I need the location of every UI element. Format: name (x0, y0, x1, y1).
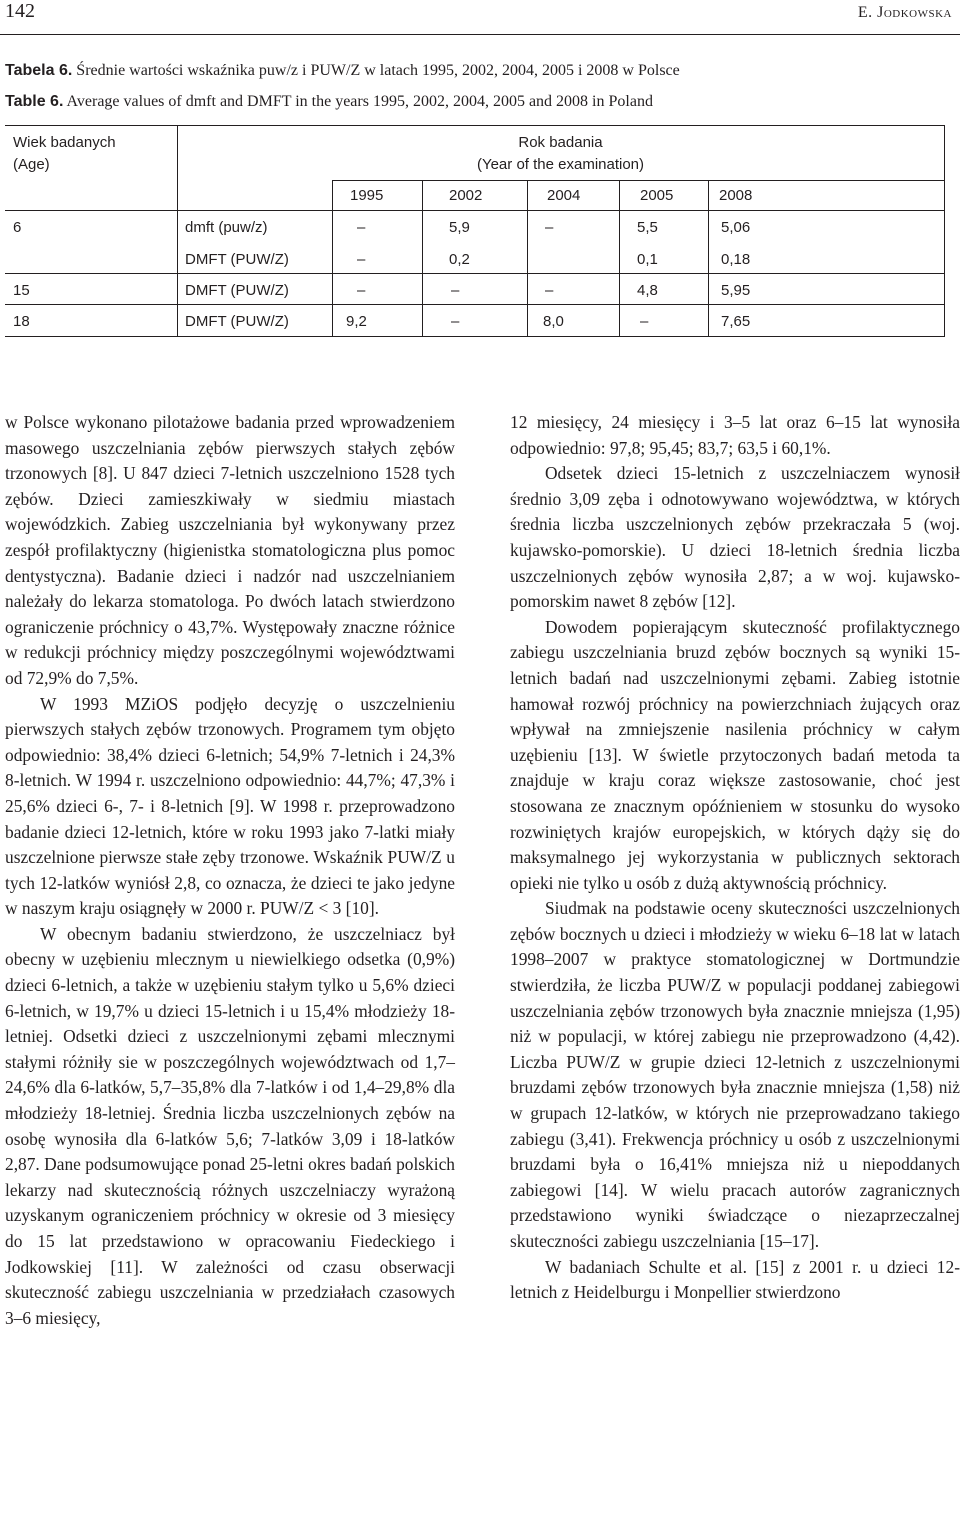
cell-value: – (451, 313, 460, 330)
table-title-polish: Średnie wartości wskaźnika puw/z i PUW/Z w latach 1995, 2002, 2004, 2005 i 2008 w Polsce (76, 62, 680, 79)
paragraph: W 1993 MZiOS podjęło decyzję o uszczelnieniu pierwszych stałych zębów trzonowych. Programem tym objęto odpowiednio: 38,4% dzieci 6-letnich; 54,9% 7-letnich i 24,3% 8-letnich. W 1994 r. uszczelniono odpowiednio: 44,7%; 47,3% i 25,6% dzieci 6-, 7- i 8-letnich [9]. W 1998 r. przeprowadzono badanie dzieci 12-letnich, które w roku 1993 jako 7-latki miały uszczelnione pierwsze stałe zęby trzonowe. Wskaźnik PUW/Z u tych 12-latków wyniósł 2,8, co oznacza, że dzieci te jako jedyne w naszym kraju osiągnęły w 2000 r. PUW/Z < 3 [10]. (5, 693, 455, 919)
table-label-polish: Tabela 6. (5, 62, 73, 79)
author-name: E. Jodkowska (857, 4, 952, 21)
year-header-pl: Rok badania (518, 134, 603, 151)
paragraph: Odsetek dzieci 15-letnich z uszczelniaczem wynosił średnio 3,09 zęba i odnotowywano województwa, w których średnia liczba uszczelnionych zębów przekraczała 5 (woj. kujawsko-pomorskie). U dzieci 18-letnich średnia liczba uszczelnionych zębów wynosiła 2,87; a w woj. kujawsko-pomorskim nawet 8 zębów [12]. (510, 463, 960, 612)
paragraph: w Polsce wykonano pilotażowe badania przed wprowadzeniem masowego uszczelniania zębów pierwszych stałych zębów trzonowych [8]. U 847 dzieci 7-letnich uszczelniono 1528 tych zębów. Dzieci zamieszkiwały w siedmiu miastach wojewódzkich. Zabieg uszczelniania był wykonywany przez zespół profilaktyczny (higienistka stomatologiczna plus pomoc dentystyczna). Badanie dzieci i nadzór nad uszczelnianiem należały do lekarza stomatologa. Po dwóch latach stwierdzono ograniczenie próchnicy o 43,7%. Występowały znaczne różnice w redukcji próchnicy między poszczególnymi województwami od 72,9% do 7,5%. (5, 412, 455, 688)
row-age: 15 (13, 282, 30, 299)
table-caption-polish (5, 62, 680, 80)
age-header-pl: Wiek badanych (13, 134, 116, 151)
running-head-author (858, 4, 952, 22)
cell-value: – (545, 219, 554, 236)
table-rule (5, 336, 944, 337)
paragraph: 12 miesięcy, 24 miesięcy i 3–5 lat oraz 6–15 lat wynosiła odpowiednio: 97,8; 95,45; 83,7; 63,5 i 60,1%. (510, 412, 960, 458)
table-rule (619, 180, 620, 337)
cell-value: – (357, 251, 366, 268)
year-1995: 1995 (350, 187, 384, 204)
page-header (0, 0, 960, 30)
cell-value: – (357, 282, 366, 299)
body-column-right (510, 410, 960, 1306)
row-age: 6 (13, 219, 22, 236)
cell-value: 4,8 (637, 282, 658, 299)
table-rule (527, 180, 528, 337)
row-index: DMFT (PUW/Z) (185, 313, 289, 330)
cell-value: – (640, 313, 649, 330)
cell-value: – (357, 219, 366, 236)
cell-value: – (451, 282, 460, 299)
table-rule (5, 210, 944, 211)
cell-value: 5,06 (721, 219, 751, 236)
cell-value: 9,2 (346, 313, 367, 330)
table-rule (944, 125, 945, 337)
header-rule (0, 34, 960, 35)
paragraph: W badaniach Schulte et al. [15] z 2001 r. u dzieci 12-letnich z Heidelburgu i Monpellier stwierdzono (510, 1256, 960, 1303)
paragraph: Siudmak na podstawie oceny skuteczności uszczelnionych zębów bocznych u dzieci i młodzieży w wieku 6–18 lat w latach 1998–2007 w praktyce stomatologicznej w Dortmundzie stwierdziła, że liczba PUW/Z w populacji poddanej zabiegowi uszczelniania zębów trzonowych była znacznie mniejsza (1,95) niż w populacji, w której zabiegu nie przeprowadzono (4,42). Liczba PUW/Z w grupie dzieci 12-letnich z uszczelnionymi bruzdami zębów trzonowych była znacznie mniejsza (1,58) niż w grupach 12-latków, w których nie przeprowadzano takiego zabiegu (3,41). Frekwencja próchnicy u osób z uszczelnionymi bruzdami była o 16,41% mniejsza niż u niepoddanych zabiegowi [14]. W wielu pracach autorów zagranicznych przedstawiono wyniki świadczące o niezaprzeczalnej skuteczności zabiegu uszczelniania [15–17]. (510, 898, 960, 1251)
page-number: 142 (5, 0, 35, 22)
age-header (13, 132, 116, 176)
table-rule (332, 180, 944, 181)
paragraph: W obecnym badaniu stwierdzono, że uszczelniacz był obecny w uzębieniu mlecznym u niewielkiego odsetka (0,9%) dzieci 6-letnich, a także w uzębieniu stałym tylko u 5,6% dzieci 6-letnich, w 19,7% u dzieci 15-letnich i u 15,4% młodzieży 18-letniej. Odsetki dzieci z uszczelnionymi zębami mlecznymi stałymi różniły sie w poszczególnych województwach od 1,7–24,6% dla 6-latków, 5,7–35,8% dla 7-latków i od 1,4–29,8% dla młodzieży 18-letniej. Średnia liczba uszczelnionych zębów na osobę wynosiła dla 6-latków 5,6; 7-latków 3,09 i 18-latków 2,87. Dane podsumowujące ponad 25-letni okres badań polskich lekarzy nad skutecznością różnych uszczelniaczy wyrażoną uzyskanym ograniczeniem próchnicy w okresie od 3 miesięcy do 15 lat przedstawiono w opracowaniu Fiedeckiego i Jodkowskiej [11]. W zależności od czasu obserwacji skuteczność zabiegu uszczelniania w przedziałach czasowych 3–6 miesięcy, (5, 923, 455, 1328)
year-header (177, 132, 944, 176)
cell-value: 0,1 (637, 251, 658, 268)
row-index: DMFT (PUW/Z) (185, 251, 289, 268)
table-caption-english (5, 93, 653, 111)
row-age: 18 (13, 313, 30, 330)
row-index: DMFT (PUW/Z) (185, 282, 289, 299)
cell-value: 5,9 (449, 219, 470, 236)
table-rule (332, 180, 333, 337)
age-header-en: (Age) (13, 156, 50, 173)
cell-value: 0,2 (449, 251, 470, 268)
table-label-english: Table 6. (5, 93, 64, 110)
cell-value: 0,18 (721, 251, 751, 268)
paragraph: Dowodem popierającym skuteczność profilaktycznego zabiegu uszczelniania bruzd zębów bocznych są wyniki 15-letnich badań nad uszczelnionymi zębami. Zabieg istotnie hamował rozwój próchnicy na powierzchniach żujących oraz wpływał na zmniejszenie nasilenia próchnicy w całym uzębieniu [13]. W świetle przytoczonych badań metoda ta znajduje w kraju coraz większe zastosowanie, choć jest stosowana ze znacznym opóźnieniem w stosunku do wysoko rozwiniętych krajów europejskich, w których dąży się do maksymalnego jej wykorzystania w publicznych sektorach opieki nie tylko u osób z dużą aktywnością próchnicy. (510, 616, 960, 893)
table-rule (5, 273, 944, 274)
year-2005: 2005 (640, 187, 674, 204)
table-rule (5, 304, 944, 305)
cell-value: 7,65 (721, 313, 751, 330)
row-index: dmft (puw/z) (185, 219, 268, 236)
year-2002: 2002 (449, 187, 483, 204)
cell-value: 5,95 (721, 282, 751, 299)
data-table (5, 125, 944, 337)
year-2008: 2008 (719, 187, 753, 204)
cell-value: 8,0 (543, 313, 564, 330)
year-header-en: (Year of the examination) (476, 156, 645, 173)
cell-value: – (545, 282, 554, 299)
year-2004: 2004 (547, 187, 581, 204)
body-column-left (5, 410, 455, 1331)
cell-value: 5,5 (637, 219, 658, 236)
table-rule (5, 125, 944, 126)
table-rule (708, 180, 709, 337)
table-rule (422, 180, 423, 337)
table-title-english: Average values of dmft and DMFT in the years 1995, 2002, 2004, 2005 and 2008 in Poland (66, 93, 653, 110)
